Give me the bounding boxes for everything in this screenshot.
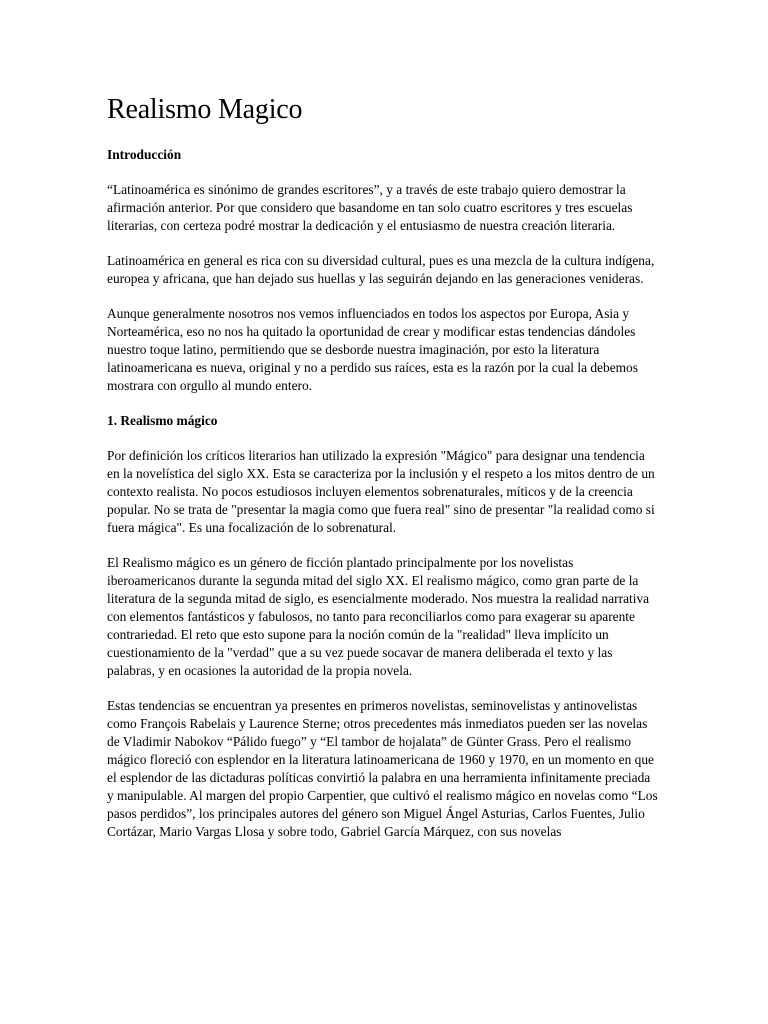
paragraph: Estas tendencias se encuentran ya presentes en primeros novelistas, seminovelistas y antinovelistas como François Rabelais y Laurence Sterne; otros precedentes más inmediatos pueden ser las novelas de Vladimir Nabokov “Pálido fuego” y “El tambor de hojalata” de Günter Grass. Pero el realismo mágico floreció con esplendor en la literatura latinoamericana de 1960 y 1970, en un momento en que el esplendor de las dictaduras políticas convirtió la palabra en una herramienta infinitamente preciada y manipulable. Al margen del propio Carpentier, que cultivó el realismo mágico en novelas como “Los pasos perdidos”, los principales autores del género son Miguel Ángel Asturias, Carlos Fuentes, Julio Cortázar, Mario Vargas Llosa y sobre todo, Gabriel García Márquez, con sus novelas	[107, 698, 658, 839]
document-page	[107, 92, 659, 841]
paragraph: Por definición los críticos literarios han utilizado la expresión "Mágico" para designar una tendencia en la novelística del siglo XX. Esta se caracteriza por la inclusión y el respeto a los mitos dentro de un contexto realista. No pocos estudiosos incluyen elementos sobrenaturales, míticos y de la creencia popular. No se trata de "presentar la magia como que fuera real" sino de presentar "la realidad como si fuera mágica". Es una focalización de lo sobrenatural.	[107, 448, 655, 535]
paragraph: Aunque generalmente nosotros nos vemos influenciados en todos los aspectos por Europa, Asia y Norteamérica, eso no nos ha quitado la oportunidad de crear y modificar estas tendencias dándoles nuestro toque latino, permitiendo que se desborde nuestra imaginación, por esto la literatura latinoamericana es nueva, original y no a perdido sus raíces, esta es la razón por la cual la debemos mostrara con orgullo al mundo entero.	[107, 306, 638, 393]
section-heading-introduccion: Introducción	[107, 147, 182, 162]
section-heading-realismo-magico: 1. Realismo mágico	[107, 413, 218, 428]
document-title: Realismo Magico	[107, 94, 303, 125]
paragraph: Latinoamérica en general es rica con su diversidad cultural, pues es una mezcla de la cultura indígena, europea y africana, que han dejado sus huellas y las seguirán dejando en las generaciones venideras.	[107, 253, 655, 286]
paragraph: El Realismo mágico es un género de ficción plantado principalmente por los novelistas iberoamericanos durante la segunda mitad del siglo XX. El realismo mágico, como gran parte de la literatura de la segunda mitad de siglo, es esencialmente moderado. Nos muestra la realidad narrativa con elementos fantásticos y fabulosos, no tanto para reconciliarlos como para exagerar su aparente contrariedad. El reto que esto supone para la noción común de la "realidad" lleva implícito un cuestionamiento de la "verdad" que a su vez puede socavar de manera deliberada el texto y las palabras, y en ocasiones la autoridad de la propia novela.	[107, 555, 650, 678]
paragraph: “Latinoamérica es sinónimo de grandes escritores”, y a través de este trabajo quiero demostrar la afirmación anterior. Por que considero que basandome en tan solo cuatro escritores y tres escuelas literarias, con certeza podré mostrar la dedicación y el entusiasmo de nuestra creación literaria.	[107, 182, 633, 233]
